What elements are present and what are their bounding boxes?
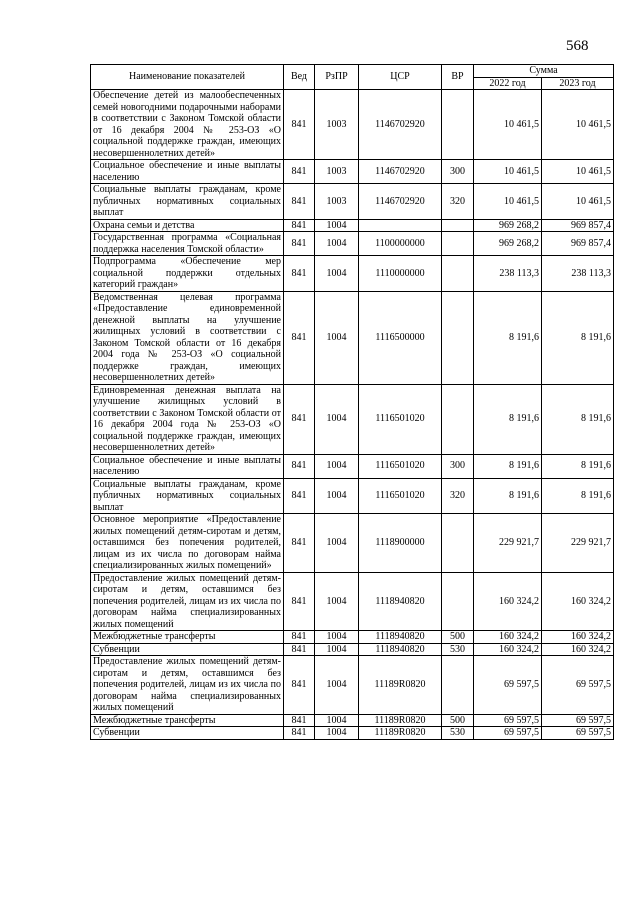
header-year-2023: 2023 год	[542, 77, 614, 90]
row-csr: 1118940820	[359, 572, 442, 631]
row-csr: 1116501020	[359, 454, 442, 478]
row-sum-2023: 10 461,5	[542, 160, 614, 184]
row-vr: 320	[442, 478, 474, 514]
table-body	[91, 90, 614, 740]
row-vr	[442, 256, 474, 292]
row-sum-2023: 238 113,3	[542, 256, 614, 292]
row-sum-2022: 8 191,6	[474, 384, 542, 454]
row-csr: 11189R0820	[359, 714, 442, 727]
row-vr	[442, 656, 474, 715]
row-sum-2022: 969 268,2	[474, 219, 542, 232]
row-name: Охрана семьи и детства	[91, 219, 284, 232]
row-vr: 530	[442, 727, 474, 740]
row-vr: 300	[442, 454, 474, 478]
table-row	[91, 160, 614, 184]
row-name: Единовременная денежная выплата на улучшение жилищных условий в соответствии с Законом Томской области от 16 декабря 2004 года № 253-ОЗ «О социальной поддержке граждан, имеющих несовершеннолетних детей»	[91, 384, 284, 454]
row-ved: 841	[284, 478, 315, 514]
table-row	[91, 643, 614, 656]
row-name: Подпрограмма «Обеспечение мер социальной поддержки отдельных категорий граждан»	[91, 256, 284, 292]
row-vr	[442, 219, 474, 232]
header-vr: ВР	[442, 65, 474, 90]
row-rzpr: 1004	[315, 256, 359, 292]
row-name: Социальное обеспечение и иные выплаты населению	[91, 454, 284, 478]
table-row	[91, 256, 614, 292]
table-row	[91, 384, 614, 454]
table-row	[91, 454, 614, 478]
row-rzpr: 1004	[315, 384, 359, 454]
row-csr: 1146702920	[359, 184, 442, 220]
row-csr: 1116501020	[359, 478, 442, 514]
row-sum-2023: 69 597,5	[542, 727, 614, 740]
row-csr: 1118940820	[359, 643, 442, 656]
row-csr: 1118900000	[359, 514, 442, 573]
row-ved: 841	[284, 90, 315, 160]
header-year-2022: 2022 год	[474, 77, 542, 90]
header-csr: ЦСР	[359, 65, 442, 90]
table-row	[91, 219, 614, 232]
row-ved: 841	[284, 631, 315, 644]
row-rzpr: 1004	[315, 631, 359, 644]
table-row	[91, 714, 614, 727]
row-sum-2023: 160 324,2	[542, 572, 614, 631]
row-ved: 841	[284, 454, 315, 478]
row-name: Социальное обеспечение и иные выплаты населению	[91, 160, 284, 184]
row-rzpr: 1004	[315, 714, 359, 727]
row-vr	[442, 514, 474, 573]
row-sum-2023: 69 597,5	[542, 714, 614, 727]
row-sum-2023: 160 324,2	[542, 631, 614, 644]
row-csr: 11189R0820	[359, 656, 442, 715]
row-ved: 841	[284, 384, 315, 454]
row-name: Ведомственная целевая программа «Предоставление единовременной денежной выплаты на улучшение жилищных условий в соответствии с Законом Томской области от 16 декабря 2004 года № 253-ОЗ «О социальной поддержке граждан, имеющих несовершеннолетних детей»	[91, 291, 284, 384]
row-ved: 841	[284, 232, 315, 256]
row-name: Социальные выплаты гражданам, кроме публичных нормативных социальных выплат	[91, 184, 284, 220]
row-ved: 841	[284, 572, 315, 631]
row-sum-2022: 160 324,2	[474, 643, 542, 656]
row-ved: 841	[284, 714, 315, 727]
row-vr	[442, 291, 474, 384]
row-rzpr: 1004	[315, 514, 359, 573]
row-ved: 841	[284, 643, 315, 656]
row-rzpr: 1004	[315, 291, 359, 384]
page-number: 568	[566, 38, 589, 54]
budget-table	[90, 64, 614, 740]
row-sum-2023: 8 191,6	[542, 291, 614, 384]
row-sum-2022: 160 324,2	[474, 572, 542, 631]
row-rzpr: 1003	[315, 90, 359, 160]
row-sum-2022: 8 191,6	[474, 478, 542, 514]
row-rzpr: 1004	[315, 478, 359, 514]
row-ved: 841	[284, 291, 315, 384]
row-name: Межбюджетные трансферты	[91, 714, 284, 727]
table-row	[91, 184, 614, 220]
row-ved: 841	[284, 184, 315, 220]
row-sum-2023: 8 191,6	[542, 478, 614, 514]
row-sum-2022: 8 191,6	[474, 454, 542, 478]
row-rzpr: 1004	[315, 232, 359, 256]
row-name: Субвенции	[91, 727, 284, 740]
table-row	[91, 727, 614, 740]
row-rzpr: 1004	[315, 572, 359, 631]
row-sum-2023: 10 461,5	[542, 90, 614, 160]
row-csr: 11189R0820	[359, 727, 442, 740]
row-rzpr: 1004	[315, 454, 359, 478]
row-rzpr: 1003	[315, 160, 359, 184]
row-sum-2022: 969 268,2	[474, 232, 542, 256]
header-rzpr: РзПР	[315, 65, 359, 90]
row-vr	[442, 384, 474, 454]
row-sum-2023: 8 191,6	[542, 384, 614, 454]
row-name: Социальные выплаты гражданам, кроме публичных нормативных социальных выплат	[91, 478, 284, 514]
row-csr: 1116501020	[359, 384, 442, 454]
row-sum-2023: 69 597,5	[542, 656, 614, 715]
row-vr	[442, 572, 474, 631]
row-csr: 1118940820	[359, 631, 442, 644]
row-name: Основное мероприятие «Предоставление жилых помещений детям-сиротам и детям, оставшимся без попечения родителей, лицам из их числа по договорам найма специализированных жилых помещений»	[91, 514, 284, 573]
table-row	[91, 656, 614, 715]
row-sum-2023: 969 857,4	[542, 232, 614, 256]
row-sum-2022: 8 191,6	[474, 291, 542, 384]
row-name: Межбюджетные трансферты	[91, 631, 284, 644]
row-vr: 320	[442, 184, 474, 220]
row-name: Предоставление жилых помещений детям-сиротам и детям, оставшимся без попечения родителей, лицам из их числа по договорам найма специализированных жилых помещений	[91, 572, 284, 631]
header-name: Наименование показателей	[91, 65, 284, 90]
row-sum-2022: 160 324,2	[474, 631, 542, 644]
row-rzpr: 1003	[315, 184, 359, 220]
row-rzpr: 1004	[315, 656, 359, 715]
row-sum-2022: 10 461,5	[474, 90, 542, 160]
row-ved: 841	[284, 514, 315, 573]
row-sum-2022: 238 113,3	[474, 256, 542, 292]
table-row	[91, 572, 614, 631]
row-vr: 300	[442, 160, 474, 184]
table-row	[91, 631, 614, 644]
table-row	[91, 232, 614, 256]
row-sum-2023: 969 857,4	[542, 219, 614, 232]
row-csr: 1146702920	[359, 160, 442, 184]
row-ved: 841	[284, 219, 315, 232]
row-sum-2023: 229 921,7	[542, 514, 614, 573]
row-name: Обеспечение детей из малообеспеченных семей новогодними подарочными наборами в соответствии с Законом Томской области от 16 декабря 2004 № 253-ОЗ «О социальной поддержке граждан, имеющих несовершеннолетних детей»	[91, 90, 284, 160]
row-csr: 1146702920	[359, 90, 442, 160]
header-sum: Сумма	[474, 65, 614, 78]
table-row	[91, 478, 614, 514]
row-rzpr: 1004	[315, 643, 359, 656]
row-ved: 841	[284, 160, 315, 184]
row-ved: 841	[284, 656, 315, 715]
row-rzpr: 1004	[315, 219, 359, 232]
row-csr: 1116500000	[359, 291, 442, 384]
table-row	[91, 90, 614, 160]
row-name: Субвенции	[91, 643, 284, 656]
row-sum-2022: 69 597,5	[474, 727, 542, 740]
row-sum-2022: 69 597,5	[474, 656, 542, 715]
row-name: Предоставление жилых помещений детям-сиротам и детям, оставшимся без попечения родителей, лицам из их числа по договорам найма специализированных жилых помещений	[91, 656, 284, 715]
row-ved: 841	[284, 727, 315, 740]
header-ved: Вед	[284, 65, 315, 90]
row-sum-2023: 160 324,2	[542, 643, 614, 656]
row-ved: 841	[284, 256, 315, 292]
row-vr	[442, 90, 474, 160]
row-vr	[442, 232, 474, 256]
row-rzpr: 1004	[315, 727, 359, 740]
row-name: Государственная программа «Социальная поддержка населения Томской области»	[91, 232, 284, 256]
row-sum-2022: 10 461,5	[474, 184, 542, 220]
row-sum-2022: 229 921,7	[474, 514, 542, 573]
row-sum-2022: 10 461,5	[474, 160, 542, 184]
table-row	[91, 291, 614, 384]
row-vr: 530	[442, 643, 474, 656]
row-csr: 1110000000	[359, 256, 442, 292]
row-csr: 1100000000	[359, 232, 442, 256]
row-sum-2023: 8 191,6	[542, 454, 614, 478]
row-vr: 500	[442, 631, 474, 644]
row-csr	[359, 219, 442, 232]
row-vr: 500	[442, 714, 474, 727]
row-sum-2023: 10 461,5	[542, 184, 614, 220]
row-sum-2022: 69 597,5	[474, 714, 542, 727]
table-row	[91, 514, 614, 573]
